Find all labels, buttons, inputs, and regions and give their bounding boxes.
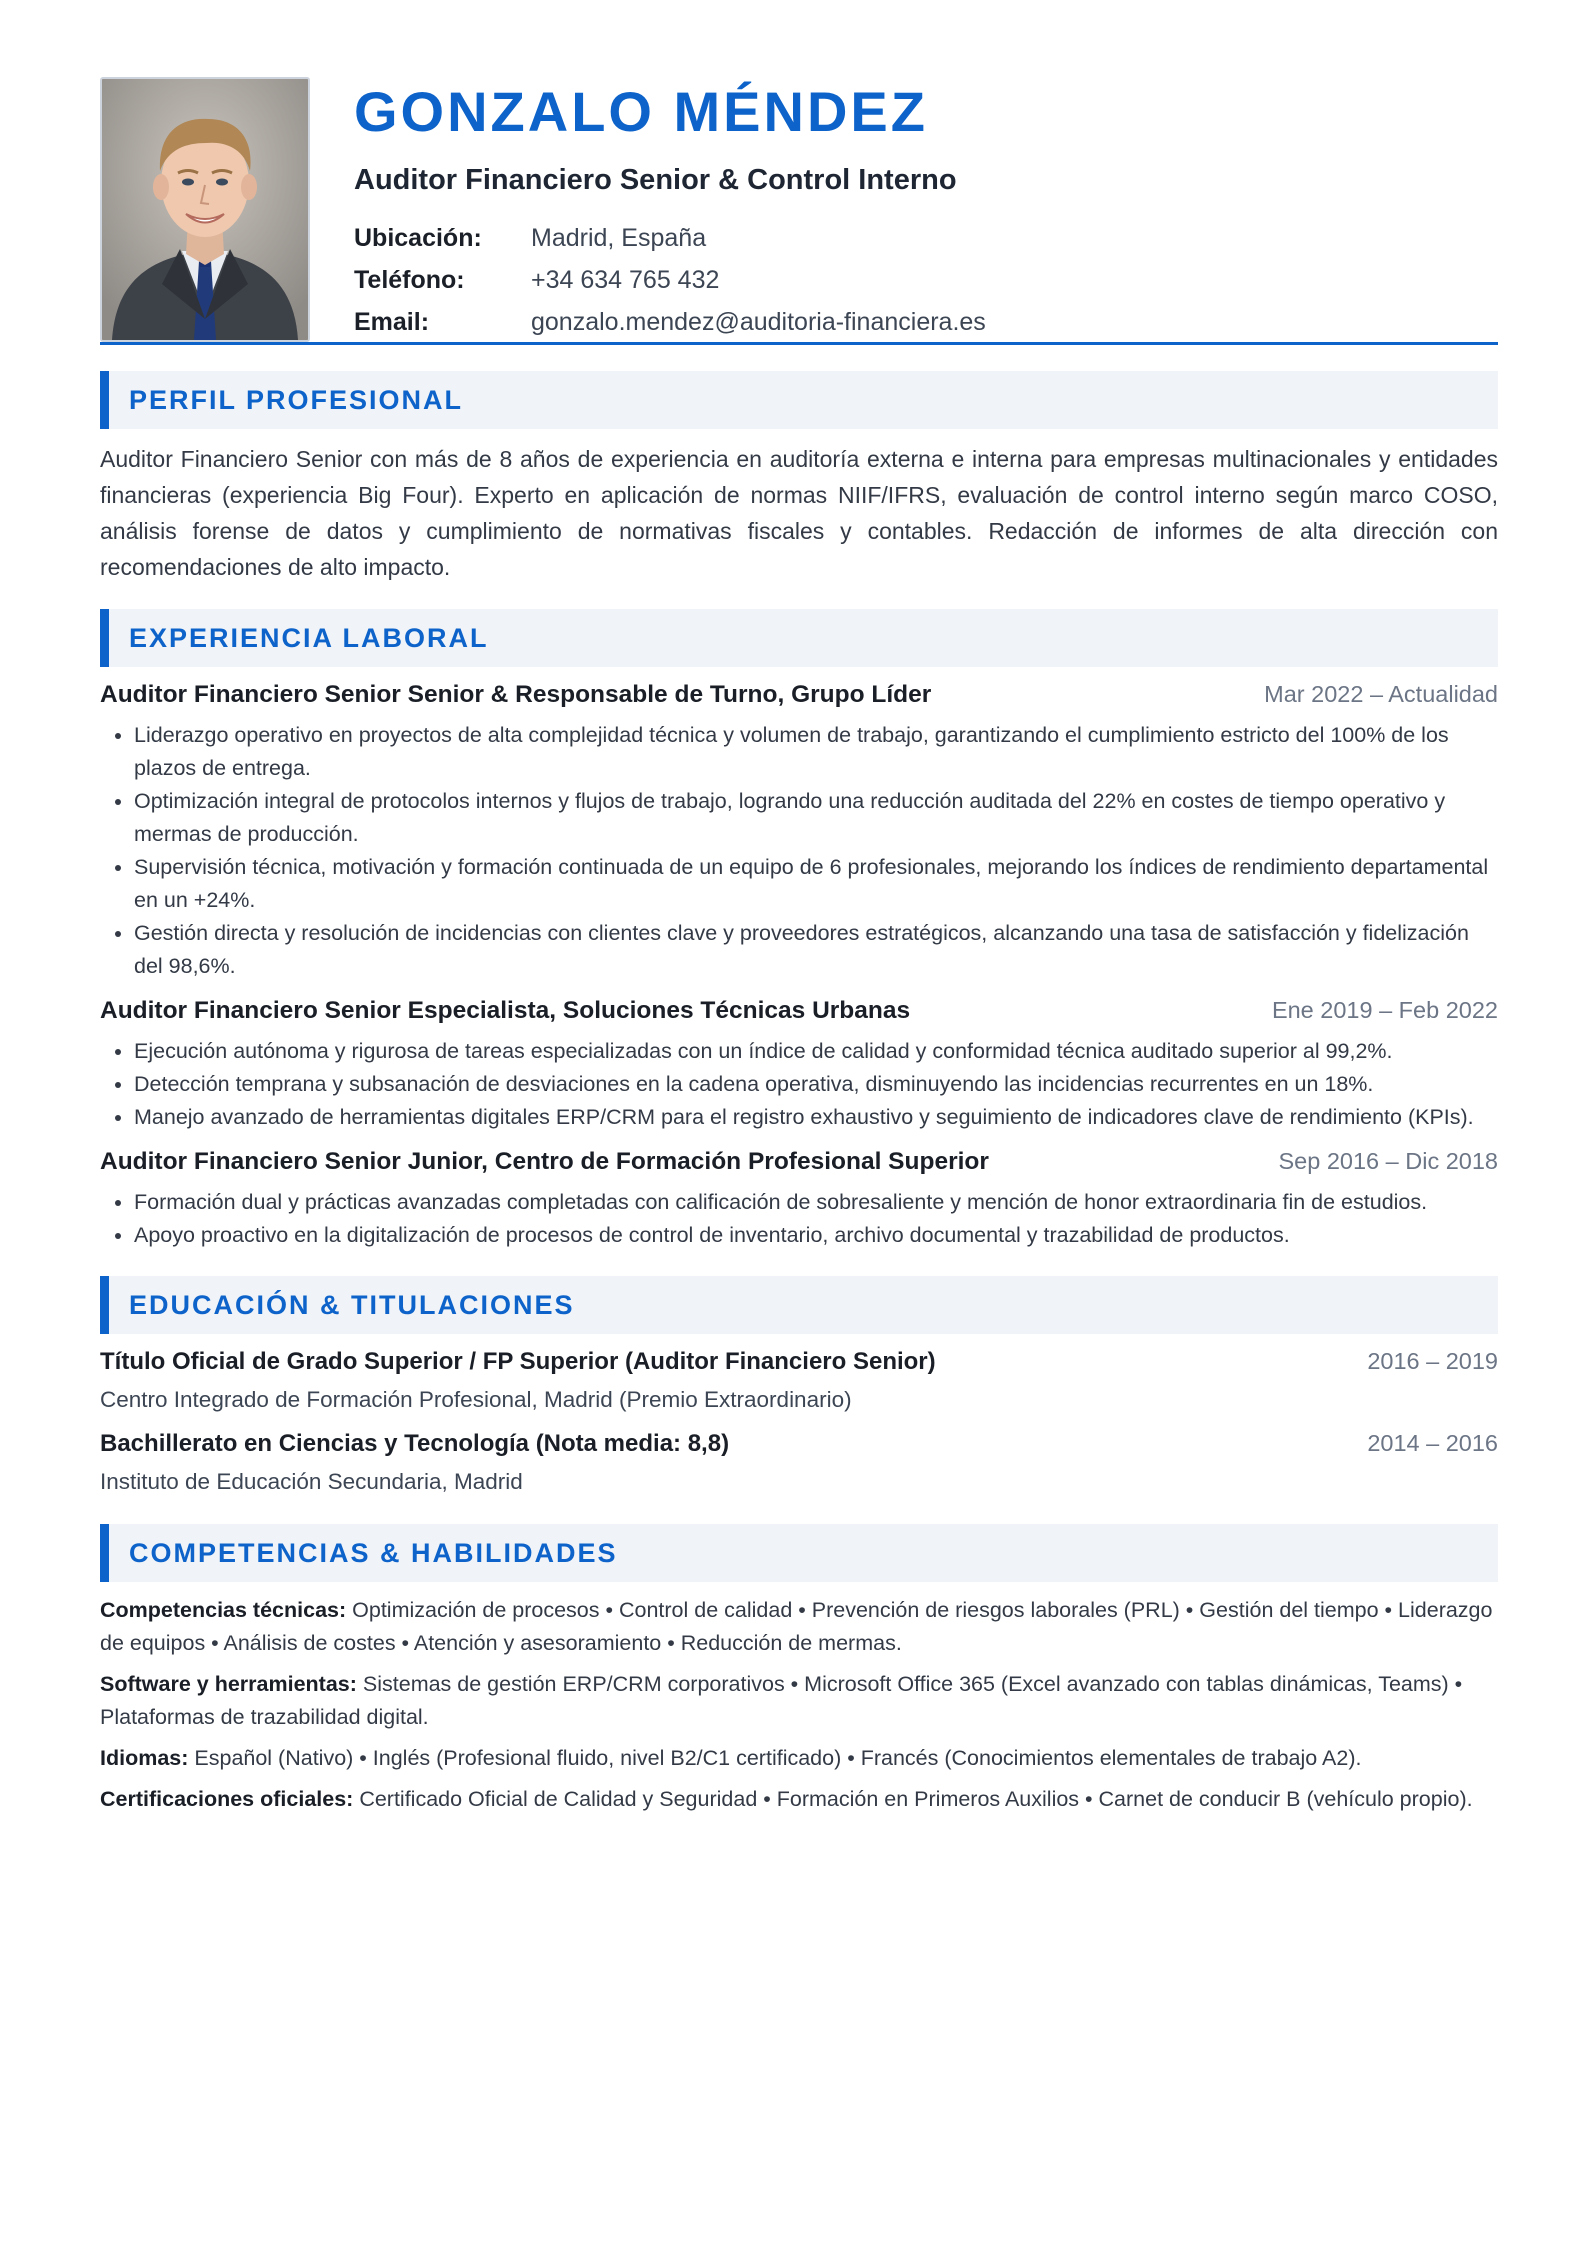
skill-label: Certificaciones oficiales:: [100, 1787, 354, 1811]
job-entry: [100, 681, 1498, 983]
education-title: Bachillerato en Ciencias y Tecnología (Nota media: 8,8): [100, 1430, 730, 1457]
job-bullet: • Supervisión técnica, motivación y formación continuada de un equipo de 6 profesionales, mejorando los índices de rendimiento departamental en un +24%.: [134, 851, 1498, 917]
education-title: Título Oficial de Grado Superior / FP Superior (Auditor Financiero Senior): [100, 1348, 936, 1375]
section-header-experience: [100, 609, 1498, 667]
section-header-profile: [100, 371, 1498, 429]
skill-item: [100, 1668, 1498, 1734]
contact-info: [354, 224, 986, 350]
contact-location: [354, 224, 986, 266]
job-entry: [100, 997, 1498, 1134]
job-bullet: • Manejo avanzado de herramientas digitales ERP/CRM para el registro exhaustivo y seguimiento de indicadores clave de rendimiento (KPIs).: [134, 1101, 1498, 1134]
job-bullets: [100, 1035, 1498, 1134]
skill-item: [100, 1783, 1498, 1816]
skill-text: Certificado Oficial de Calidad y Seguridad • Formación en Primeros Auxilios • Carnet de conducir B (vehículo propio).: [359, 1787, 1473, 1811]
contact-email: [354, 308, 986, 350]
skill-item: [100, 1742, 1498, 1775]
education-header: [100, 1430, 1498, 1466]
candidate-subtitle: Auditor Financiero Senior & Control Interno: [354, 164, 957, 196]
job-title: Auditor Financiero Senior Senior & Responsable de Turno, Grupo Líder: [100, 681, 932, 708]
job-bullet: • Apoyo proactivo en la digitalización de procesos de control de inventario, archivo documental y trazabilidad de productos.: [134, 1219, 1498, 1252]
job-bullet: • Liderazgo operativo en proyectos de alta complejidad técnica y volumen de trabajo, garantizando el cumplimiento estricto del 100% de los plazos de entrega.: [134, 719, 1498, 785]
education-entry: [100, 1430, 1498, 1498]
skills-list: [100, 1594, 1498, 1816]
contact-value[interactable]: +34 634 765 432: [531, 266, 720, 294]
candidate-name: GONZALO MÉNDEZ: [354, 80, 928, 143]
job-bullets: [100, 1186, 1498, 1252]
section-title: PERFIL PROFESIONAL: [129, 384, 464, 415]
resume-page: [100, 76, 1498, 1824]
section-header-education: [100, 1276, 1498, 1334]
contact-label: Teléfono:: [354, 266, 465, 294]
skill-label: Idiomas:: [100, 1746, 189, 1770]
skill-label: Software y herramientas:: [100, 1672, 357, 1696]
section-title: EDUCACIÓN & TITULACIONES: [129, 1289, 575, 1320]
education-institution: Instituto de Educación Secundaria, Madrid: [100, 1469, 523, 1494]
section-title: EXPERIENCIA LABORAL: [129, 622, 489, 653]
education-dates: 2016 – 2019: [1367, 1348, 1498, 1374]
education-entry: [100, 1348, 1498, 1416]
education-dates: 2014 – 2016: [1367, 1430, 1498, 1456]
job-bullet: • Ejecución autónoma y rigurosa de tareas especializadas con un índice de calidad y conformidad técnica auditado superior al 99,2%.: [134, 1035, 1498, 1068]
job-bullet: • Detección temprana y subsanación de desviaciones en la cadena operativa, disminuyendo las incidencias recurrentes en un 18%.: [134, 1068, 1498, 1101]
resume-header: [100, 76, 1498, 345]
contact-value[interactable]: gonzalo.mendez@auditoria-financiera.es: [531, 308, 986, 336]
education-header: [100, 1348, 1498, 1384]
skill-text: Sistemas de gestión ERP/CRM corporativos • Microsoft Office 365 (Excel avanzado con tablas dinámicas, Teams) • Plataformas de trazabilidad digital.: [100, 1672, 1463, 1729]
job-header: [100, 1148, 1498, 1184]
contact-phone: [354, 266, 986, 308]
job-bullet: • Gestión directa y resolución de incidencias con clientes clave y proveedores estratégicos, alcanzando una tasa de satisfacción y fidelización del 98,6%.: [134, 917, 1498, 983]
contact-label: Ubicación:: [354, 224, 482, 252]
contact-label: Email:: [354, 308, 430, 336]
profile-summary: Auditor Financiero Senior con más de 8 años de experiencia en auditoría externa e interna para empresas multinacionales y entidades financieras (experiencia Big Four). Experto en aplicación de normas NIIF/IFRS, evaluación de control interno según marco COSO, análisis forense de datos y cumplimiento de normativas fiscales y contables. Redacción de informes de alta dirección con recomendaciones de alto impacto.: [100, 446, 1498, 580]
job-title: Auditor Financiero Senior Especialista, Soluciones Técnicas Urbanas: [100, 997, 911, 1024]
contact-value: Madrid, España: [531, 224, 707, 252]
job-dates: Ene 2019 – Feb 2022: [1271, 997, 1498, 1023]
section-header-skills: [100, 1524, 1498, 1582]
job-title: Auditor Financiero Senior Junior, Centro de Formación Profesional Superior: [100, 1148, 989, 1175]
profile-photo: [100, 77, 310, 342]
skill-text: Español (Nativo) • Inglés (Profesional fluido, nivel B2/C1 certificado) • Francés (Conocimientos elementales de trabajo A2).: [194, 1746, 1362, 1770]
job-header: [100, 681, 1498, 717]
job-dates: Mar 2022 – Actualidad: [1264, 681, 1498, 707]
skill-text: Optimización de procesos • Control de calidad • Prevención de riesgos laborales (PRL) • Gestión del tiempo • Liderazgo de equipos • Análisis de costes • Atención y asesoramiento • Reducción de mermas.: [100, 1598, 1493, 1655]
education-institution: Centro Integrado de Formación Profesional, Madrid (Premio Extraordinario): [100, 1387, 852, 1412]
skill-item: [100, 1594, 1498, 1660]
job-header: [100, 997, 1498, 1033]
job-dates: Sep 2016 – Dic 2018: [1278, 1148, 1498, 1174]
section-title: COMPETENCIAS & HABILIDADES: [129, 1537, 618, 1568]
job-entry: [100, 1148, 1498, 1252]
job-bullets: [100, 719, 1498, 983]
job-bullet: • Optimización integral de protocolos internos y flujos de trabajo, logrando una reducción auditada del 22% en costes de tiempo operativo y mermas de producción.: [134, 785, 1498, 851]
job-bullet: • Formación dual y prácticas avanzadas completadas con calificación de sobresaliente y mención de honor extraordinaria fin de estudios.: [134, 1186, 1498, 1219]
skill-label: Competencias técnicas:: [100, 1598, 347, 1622]
